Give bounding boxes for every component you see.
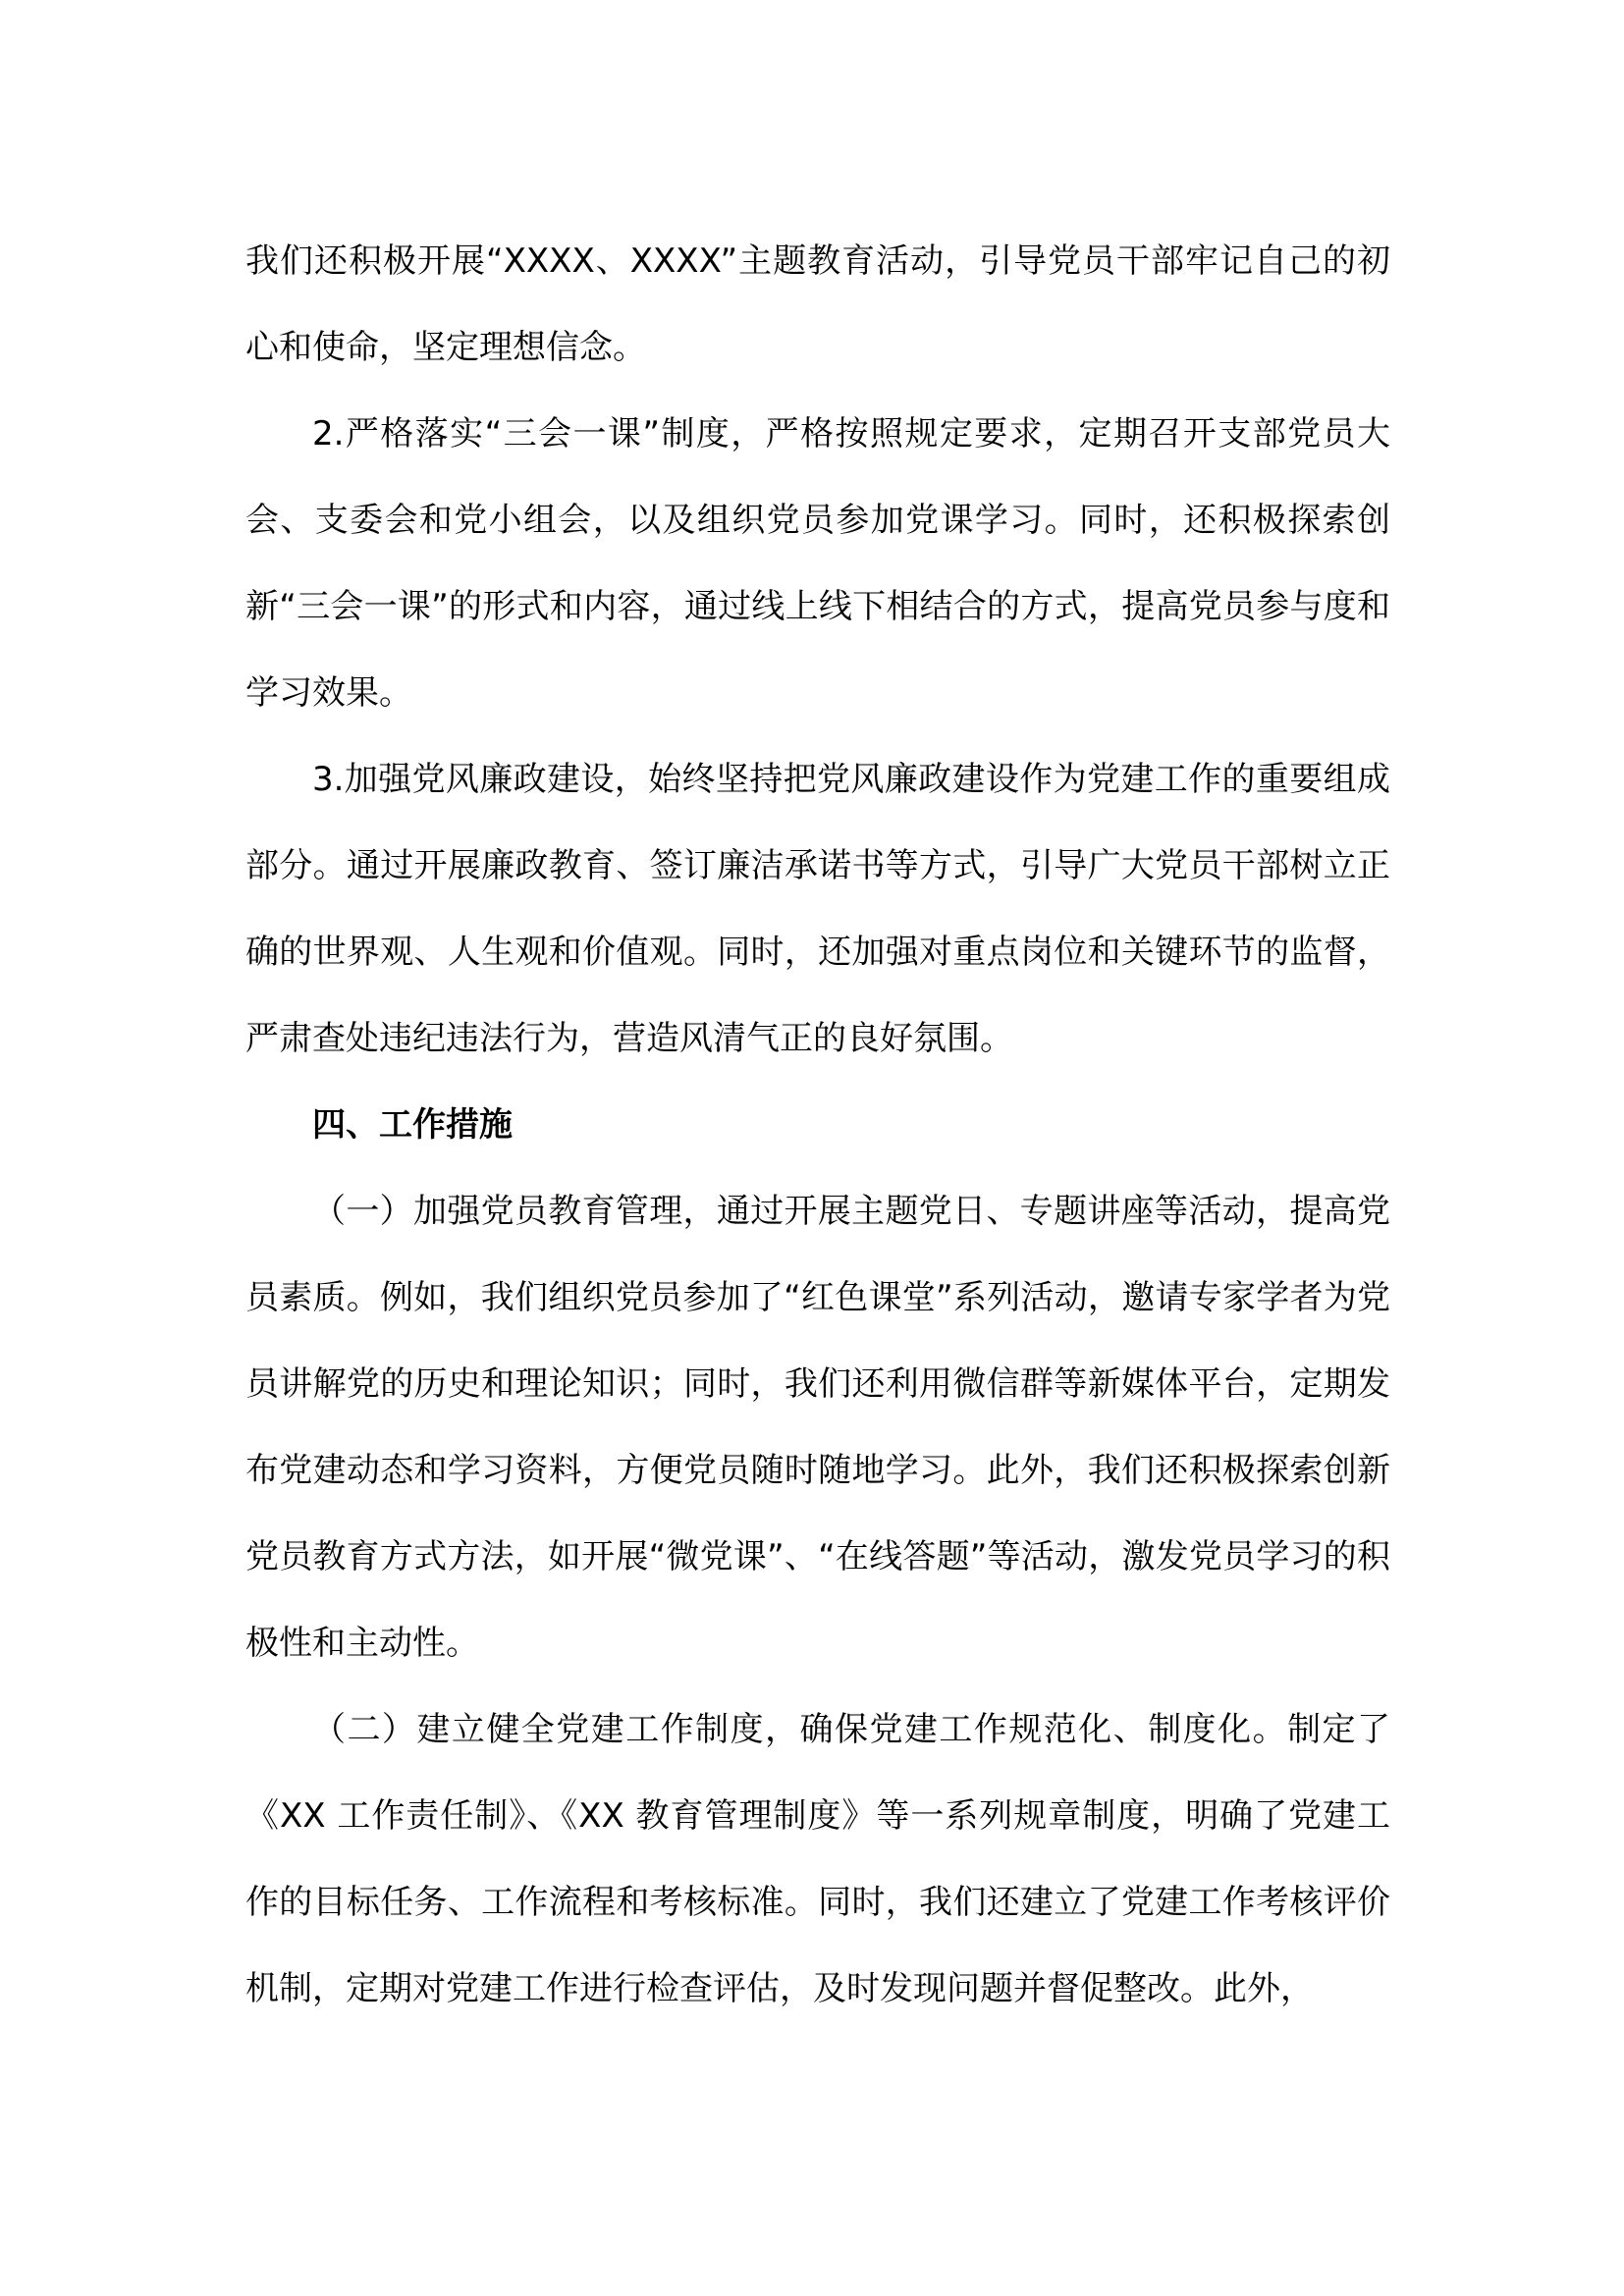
section-heading: 四、工作措施	[312, 1105, 513, 1145]
paragraph-item-2: 2.严格落实“三会一课”制度，严格按照规定要求，定期召开支部党员大会、支委会和党小组会，以及组织党员参加党课学习。同时，还积极探索创新“三会一课”的形式和内容，通过线上线下相结合的方式，提高党员参与度和学习效果。	[245, 414, 1390, 713]
paragraph-item-3: 3.加强党风廉政建设，始终坚持把党风廉政建设作为党建工作的重要组成部分。通过开展廉政教育、签订廉洁承诺书等方式，引导广大党员干部树立正确的世界观、人生观和价值观。同时，还加强对重点岗位和关键环节的监督，严肃查处违纪违法行为，营造风清气正的良好氛围。	[245, 760, 1390, 1058]
document-page	[245, 218, 1390, 2032]
paragraph-measure-2: （二）建立健全党建工作制度，确保党建工作规范化、制度化。制定了《XX 工作责任制》、《XX 教育管理制度》等一系列规章制度，明确了党建工作的目标任务、工作流程和考核标准。同时，我们还建立了党建工作考核评价机制，定期对党建工作进行检查评估，及时发现问题并督促整改。此外，	[245, 1710, 1390, 2008]
paragraph-measure-1: （一）加强党员教育管理，通过开展主题党日、专题讲座等活动，提高党员素质。例如，我们组织党员参加了“红色课堂”系列活动，邀请专家学者为党员讲解党的历史和理论知识；同时，我们还利用微信群等新媒体平台，定期发布党建动态和学习资料，方便党员随时随地学习。此外，我们还积极探索创新党员教育方式方法，如开展“微党课”、“在线答题”等活动，激发党员学习的积极性和主动性。	[245, 1192, 1390, 1663]
paragraph-continuation: 我们还积极开展“XXXX、XXXX”主题教育活动，引导党员干部牢记自己的初心和使命，坚定理想信念。	[245, 241, 1390, 367]
